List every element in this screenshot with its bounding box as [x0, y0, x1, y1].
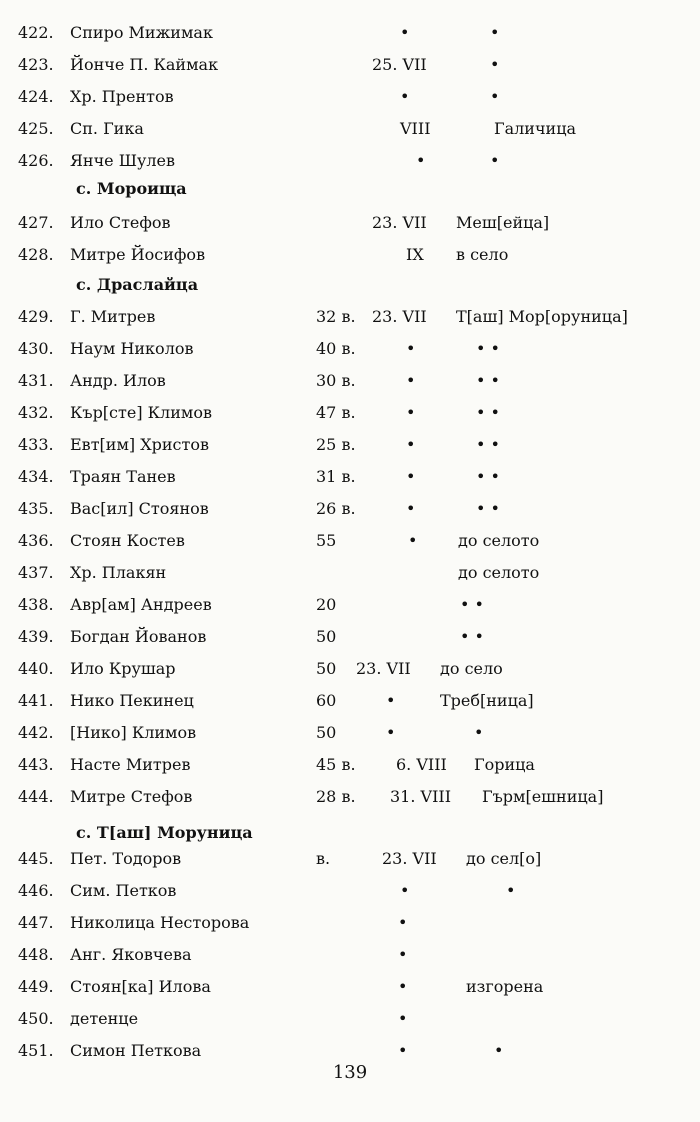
- table-row: [0, 526, 700, 556]
- person-name: Симон Петкова: [70, 1041, 202, 1060]
- person-name: Сим. Петков: [70, 881, 177, 900]
- event-place: • •: [476, 339, 500, 358]
- row-number: 429.: [18, 307, 54, 326]
- person-name: Стоян[ка] Илова: [70, 977, 211, 996]
- event-place: Треб[ница]: [440, 691, 534, 710]
- person-age: 45 в.: [316, 755, 356, 774]
- event-date: •: [400, 23, 410, 42]
- person-name: Вас[ил] Стоянов: [70, 499, 209, 518]
- table-row: [0, 430, 700, 460]
- row-number: 440.: [18, 659, 54, 678]
- event-date: •: [406, 403, 416, 422]
- event-date: •: [398, 913, 408, 932]
- event-date: •: [400, 87, 410, 106]
- person-name: Хр. Плакян: [70, 563, 167, 582]
- table-row: [0, 718, 700, 748]
- table-row: [0, 146, 700, 176]
- section-heading: с. Т[аш] Моруница: [76, 823, 253, 842]
- event-date: •: [406, 371, 416, 390]
- person-age: 28 в.: [316, 787, 356, 806]
- person-age: 55: [316, 531, 337, 550]
- event-date: •: [406, 467, 416, 486]
- table-row: [0, 908, 700, 938]
- person-name: Андр. Илов: [70, 371, 166, 390]
- table-row: [0, 114, 700, 144]
- table-row: [0, 494, 700, 524]
- row-number: 445.: [18, 849, 54, 868]
- table-row: [0, 82, 700, 112]
- table-row: [0, 876, 700, 906]
- person-name: детенце: [70, 1009, 139, 1028]
- event-place: •: [506, 881, 516, 900]
- table-row: [0, 750, 700, 780]
- event-place: •: [490, 151, 500, 170]
- table-row: [0, 972, 700, 1002]
- event-place: •: [494, 1041, 504, 1060]
- row-number: 446.: [18, 881, 54, 900]
- person-name: Ило Стефов: [70, 213, 171, 232]
- person-name: Пет. Тодоров: [70, 849, 182, 868]
- row-number: 443.: [18, 755, 54, 774]
- person-name: Евт[им] Христов: [70, 435, 209, 454]
- row-number: 450.: [18, 1009, 54, 1028]
- row-number: 428.: [18, 245, 54, 264]
- person-name: Насте Митрев: [70, 755, 191, 774]
- person-age: 50: [316, 659, 337, 678]
- person-name: Анг. Яковчева: [70, 945, 192, 964]
- row-number: 439.: [18, 627, 54, 646]
- event-date: 23. VII: [372, 213, 427, 232]
- event-place: в село: [456, 245, 509, 264]
- event-date: •: [416, 151, 426, 170]
- row-number: 427.: [18, 213, 54, 232]
- event-date: •: [400, 881, 410, 900]
- event-place: Меш[ейца]: [456, 213, 550, 232]
- person-name: Йонче П. Каймак: [70, 55, 219, 74]
- person-name: Кър[сте] Климов: [70, 403, 212, 422]
- table-row: [0, 686, 700, 716]
- event-date: •: [398, 945, 408, 964]
- person-name: Хр. Прентов: [70, 87, 174, 106]
- event-place: • •: [460, 627, 484, 646]
- event-date: 31. VIII: [390, 787, 452, 806]
- table-row: [0, 558, 700, 588]
- person-age: 25 в.: [316, 435, 356, 454]
- event-place: • •: [476, 435, 500, 454]
- row-number: 422.: [18, 23, 54, 42]
- event-date: VIII: [400, 119, 431, 138]
- row-number: 423.: [18, 55, 54, 74]
- table-row: [0, 782, 700, 812]
- event-place: Галичица: [494, 119, 577, 138]
- event-date: IX: [406, 245, 424, 264]
- page-number: 139: [332, 1062, 368, 1083]
- event-date: 23. VII: [382, 849, 437, 868]
- person-age: в.: [316, 849, 331, 868]
- person-age: 32 в.: [316, 307, 356, 326]
- event-place: •: [490, 87, 500, 106]
- event-date: •: [386, 691, 396, 710]
- person-name: Янче Шулев: [70, 151, 176, 170]
- row-number: 425.: [18, 119, 54, 138]
- row-number: 434.: [18, 467, 54, 486]
- person-name: Митре Йосифов: [70, 245, 206, 264]
- table-row: [0, 1004, 700, 1034]
- table-row: [0, 654, 700, 684]
- person-age: 26 в.: [316, 499, 356, 518]
- table-row: [0, 844, 700, 874]
- event-date: •: [408, 531, 418, 550]
- event-date: •: [406, 499, 416, 518]
- event-place: •: [490, 23, 500, 42]
- person-name: Наум Николов: [70, 339, 194, 358]
- row-number: 437.: [18, 563, 54, 582]
- event-place: до селото: [458, 531, 540, 550]
- table-row: [0, 366, 700, 396]
- row-number: 424.: [18, 87, 54, 106]
- event-date: 23. VII: [372, 307, 427, 326]
- row-number: 442.: [18, 723, 54, 742]
- event-place: изгорена: [466, 977, 544, 996]
- event-date: •: [398, 1041, 408, 1060]
- person-name: Стоян Костев: [70, 531, 185, 550]
- table-row: [0, 940, 700, 970]
- person-name: Сп. Гика: [70, 119, 144, 138]
- person-name: Авр[ам] Андреев: [70, 595, 212, 614]
- event-place: до село: [440, 659, 503, 678]
- person-name: Нико Пекинец: [70, 691, 194, 710]
- table-row: [0, 50, 700, 80]
- person-age: 47 в.: [316, 403, 356, 422]
- table-row: [0, 18, 700, 48]
- event-place: • •: [476, 499, 500, 518]
- person-name: Николица Несторова: [70, 913, 250, 932]
- event-place: •: [474, 723, 484, 742]
- row-number: 426.: [18, 151, 54, 170]
- event-date: •: [406, 339, 416, 358]
- table-row: [0, 240, 700, 270]
- person-age: 30 в.: [316, 371, 356, 390]
- table-row: [0, 622, 700, 652]
- row-number: 433.: [18, 435, 54, 454]
- row-number: 432.: [18, 403, 54, 422]
- person-age: 50: [316, 723, 337, 742]
- event-place: • •: [476, 467, 500, 486]
- row-number: 435.: [18, 499, 54, 518]
- event-place: до селото: [458, 563, 540, 582]
- table-row: [0, 462, 700, 492]
- event-date: •: [398, 1009, 408, 1028]
- section-heading: с. Мороища: [76, 179, 187, 198]
- event-place: • •: [460, 595, 484, 614]
- event-place: Гърм[ешница]: [482, 787, 604, 806]
- event-date: •: [386, 723, 396, 742]
- person-name: Богдан Йованов: [70, 627, 207, 646]
- row-number: 447.: [18, 913, 54, 932]
- table-row: [0, 398, 700, 428]
- row-number: 449.: [18, 977, 54, 996]
- table-row: [0, 208, 700, 238]
- person-name: Митре Стефов: [70, 787, 193, 806]
- row-number: 436.: [18, 531, 54, 550]
- table-row: [0, 334, 700, 364]
- person-age: 60: [316, 691, 337, 710]
- row-number: 438.: [18, 595, 54, 614]
- event-place: Горица: [474, 755, 535, 774]
- event-date: 6. VIII: [396, 755, 447, 774]
- row-number: 430.: [18, 339, 54, 358]
- event-place: • •: [476, 403, 500, 422]
- person-age: 40 в.: [316, 339, 356, 358]
- event-place: •: [490, 55, 500, 74]
- table-row: [0, 302, 700, 332]
- person-age: 31 в.: [316, 467, 356, 486]
- event-place: до сел[о]: [466, 849, 542, 868]
- person-name: Ило Крушар: [70, 659, 176, 678]
- event-place: Т[аш] Мор[оруница]: [456, 307, 628, 326]
- person-name: Траян Танев: [70, 467, 176, 486]
- row-number: 431.: [18, 371, 54, 390]
- row-number: 451.: [18, 1041, 54, 1060]
- person-name: Спиро Мижимак: [70, 23, 213, 42]
- row-number: 444.: [18, 787, 54, 806]
- section-heading: с. Драслайца: [76, 275, 199, 294]
- event-date: •: [406, 435, 416, 454]
- person-age: 20: [316, 595, 337, 614]
- person-name: Г. Митрев: [70, 307, 156, 326]
- event-date: 25. VII: [372, 55, 427, 74]
- event-date: •: [398, 977, 408, 996]
- person-name: [Нико] Климов: [70, 723, 197, 742]
- event-date: 23. VII: [356, 659, 411, 678]
- event-place: • •: [476, 371, 500, 390]
- row-number: 448.: [18, 945, 54, 964]
- table-row: [0, 590, 700, 620]
- person-age: 50: [316, 627, 337, 646]
- row-number: 441.: [18, 691, 54, 710]
